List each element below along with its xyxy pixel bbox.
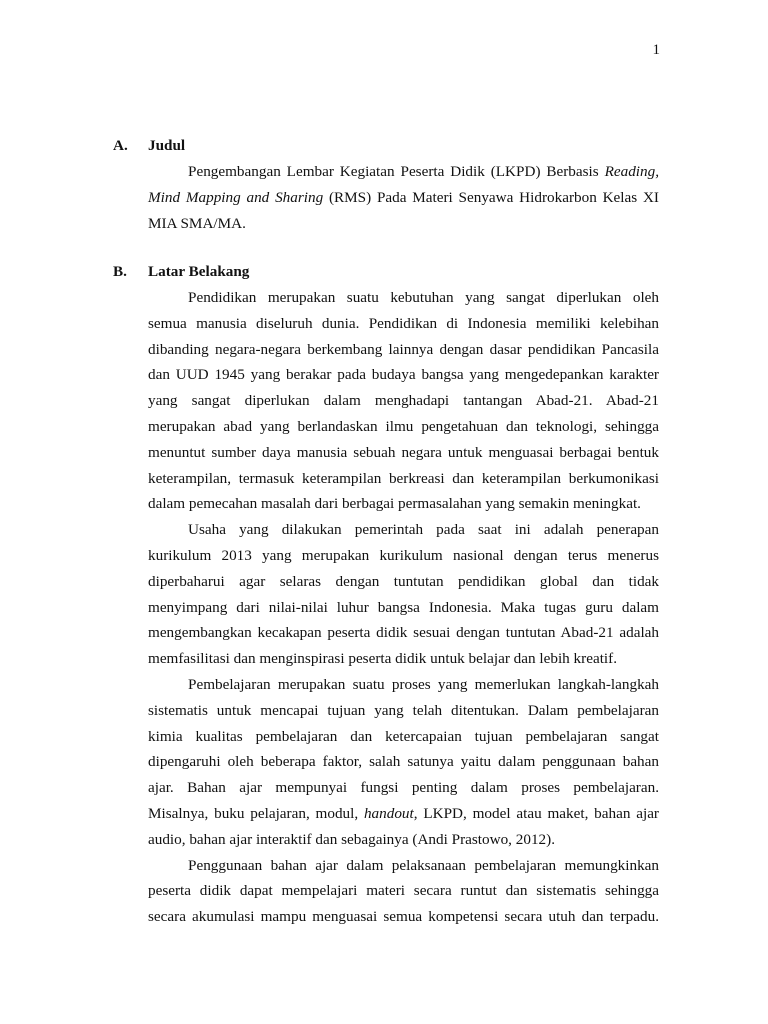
paragraph-4-line: Penggunaan bahan ajar dalam pelaksanaan pembelajaran memungkinkan <box>188 856 659 874</box>
section-b-heading <box>113 259 249 285</box>
paragraph-2-line: memfasilitasi dan menginspirasi peserta didik untuk belajar dan lebih kreatif. <box>148 650 617 668</box>
text-run: , LKPD, model atau maket, bahan ajar <box>413 804 659 822</box>
paragraph-2-line: diperbaharui agar selaras dengan tuntutan pendidikan global dan tidak <box>148 572 659 590</box>
paragraph-1-line: semua manusia diseluruh dunia. Pendidikan di Indonesia memiliki kelebihan <box>148 314 659 332</box>
italic-text: handout <box>363 804 414 822</box>
paragraph-1-line: dan UUD 1945 yang berakar pada budaya bangsa yang mengedepankan karakter <box>148 366 659 384</box>
paragraph-1-line: keterampilan, termasuk keterampilan berkreasi dan keterampilan berkumonikasi <box>148 469 659 487</box>
page-number: 1 <box>652 42 660 58</box>
paragraph-2-line: menyimpang dari nilai-nilai luhur bangsa Indonesia. Maka tugas guru dalam <box>148 598 659 616</box>
paragraph-1-line: dalam pemecahan masalah dari berbagai permasalahan yang semakin meningkat. <box>148 495 641 513</box>
paragraph-2-line: Usaha yang dilakukan pemerintah pada saat ini adalah penerapan <box>188 521 659 539</box>
section-a-title: Judul <box>148 137 186 154</box>
paragraph-2-line: kurikulum 2013 yang merupakan kurikulum nasional dengan terus menerus <box>148 546 659 564</box>
paragraph-1-line: Pendidikan merupakan suatu kebutuhan yang sangat diperlukan oleh <box>188 289 659 306</box>
section-a-heading <box>113 133 185 159</box>
paragraph-3-line: kimia kualitas pembelajaran dan ketercapaian tujuan pembelajaran sangat <box>148 727 659 745</box>
text-run: Misalnya, buku pelajaran, modul, <box>148 804 364 822</box>
paragraph-1-line: menuntut sumber daya manusia sebuah negara untuk menguasai berbagai bentuk <box>148 443 659 461</box>
paragraph-1-line: yang sangat diperlukan dalam menghadapi tantangan Abad-21. Abad-21 <box>148 392 659 410</box>
title-line <box>148 211 659 237</box>
italic-text: Mind Mapping and Sharing <box>148 188 324 206</box>
section-a-body <box>148 159 659 236</box>
title-line <box>148 159 659 185</box>
text-run: (RMS) Pada Materi Senyawa Hidrokarbon Kelas XI <box>323 188 659 206</box>
section-b-title: Latar Belakang <box>148 263 250 280</box>
paragraph-3-line: audio, bahan ajar interaktif dan sebagainya (Andi Prastowo, 2012). <box>148 830 555 848</box>
paragraph-2-line: mengembangkan kecakapan peserta didik sesuai dengan tuntutan Abad-21 adalah <box>148 624 659 642</box>
text-run: MIA SMA/MA. <box>148 214 246 232</box>
italic-text: Reading, <box>604 163 659 180</box>
section-a-letter: A. <box>113 137 128 154</box>
paragraph-1-line: dibanding negara-negara berkembang lainnya dengan dasar pendidikan Pancasila <box>148 340 659 358</box>
section-b-letter: B. <box>113 263 127 280</box>
paragraph-4-line: secara akumulasi mampu menguasai semua kompetensi secara utuh dan terpadu. <box>148 908 659 926</box>
title-line <box>148 185 659 211</box>
paragraph-4-line: peserta didik dapat mempelajari materi secara runtut dan sistematis sehingga <box>148 882 659 900</box>
paragraph-3-line: Pembelajaran merupakan suatu proses yang memerlukan langkah-langkah <box>188 675 659 693</box>
paragraph-3-line: sistematis untuk mencapai tujuan yang telah ditentukan. Dalam pembelajaran <box>148 701 659 719</box>
paragraph-3-line: dipengaruhi oleh beberapa faktor, salah satunya yaitu dalam penggunaan bahan <box>148 753 659 771</box>
section-b-body <box>148 285 659 930</box>
paragraph-1-line: merupakan abad yang berlandaskan ilmu pengetahuan dan teknologi, sehingga <box>148 417 659 435</box>
text-run: Pengembangan Lembar Kegiatan Peserta Didik (LKPD) Berbasis <box>188 163 605 180</box>
paragraph-3-line <box>148 801 659 827</box>
paragraph-3-line: ajar. Bahan ajar mempunyai fungsi penting dalam proses pembelajaran. <box>148 779 659 797</box>
